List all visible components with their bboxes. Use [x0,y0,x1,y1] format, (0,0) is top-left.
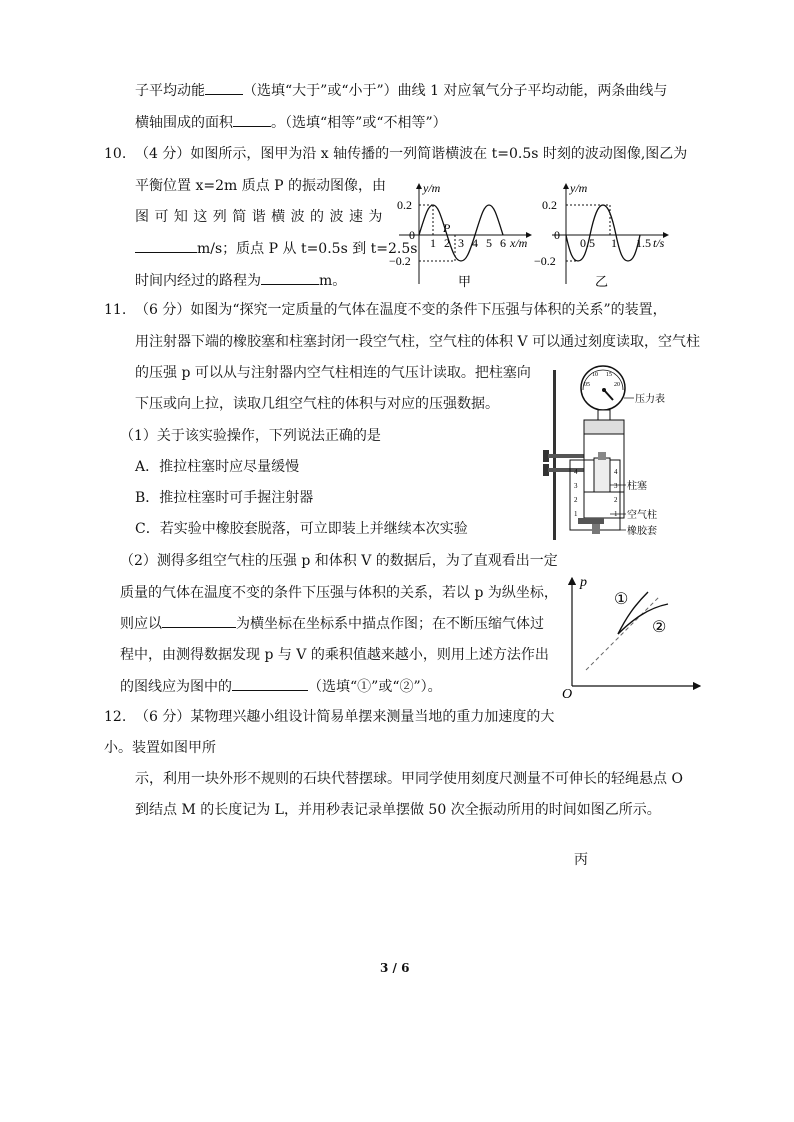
y-tick: −0.2 [534,254,556,268]
vibration-graph-yi [532,178,672,290]
question-text: 用注射器下端的橡胶塞和柱塞封闭一段空气柱，空气柱的体积 V 可以通过刻度读取，空气柱 [135,334,701,350]
answer-blank[interactable] [232,676,308,691]
x-tick: 2 [444,236,450,250]
question-text: （4 分）如图所示，图甲为沿 x 轴传播的一列简谐横波在 t=0.5s 时刻的波动图像,图乙为 [135,146,688,162]
y-axis-label: y/m [423,181,441,195]
scale-label: 1 [614,510,618,518]
rubber-cap-label: 橡胶套 [627,526,657,537]
origin-label: O [562,687,573,702]
caption: 甲 [458,274,472,289]
text: 的图线应为图中的 [120,679,232,695]
answer-blank[interactable] [205,80,243,95]
dial-label: 10 [592,372,598,378]
x-axis-label: x/m [510,236,528,250]
t-tick: 0.5 [580,236,595,250]
t-tick: 1 [611,236,617,250]
plunger-label: 柱塞 [627,481,647,492]
scale-label: 3 [574,482,578,490]
scale-label: 2 [574,496,578,504]
pressure-gauge [581,366,625,410]
figure-caption: 丙 [574,852,588,868]
syringe-apparatus [538,362,708,544]
question-text: 示，利用一块外形不规则的石块代替摆球。甲同学使用刻度尺测量不可伸长的轻绳悬点 O [135,771,683,787]
x-tick: 5 [486,236,492,250]
page-number: 3 / 6 [380,961,410,975]
text: 子平均动能 [135,83,205,99]
air-column-label: 空气柱 [627,510,657,521]
sub-question: （2）测得多组空气柱的压强 p 和体积 V 的数据后，为了直观看出一定 [120,553,558,569]
text: 则应以 [120,616,162,632]
scale-label: 3 [614,482,618,490]
origin-label: 0 [554,228,560,242]
gauge-label: 压力表 [635,394,665,405]
answer-blank[interactable] [233,112,271,127]
question-text: （6 分）某物理兴趣小组设计简易单摆来测量当地的重力加速度的大 [135,709,555,725]
option-c[interactable]: C．若实验中橡胶套脱落，可立即装上并继续本次实验 [135,521,468,537]
y-axis-label: p [580,575,587,590]
text: （选填“大于”或“小于”）曲线 1 对应氧气分子平均动能，两条曲线与 [243,83,668,99]
text: （选填“①”或“②”）。 [308,679,442,695]
sub-question: （1）关于该实验操作，下列说法正确的是 [120,428,381,444]
option-a[interactable]: A．推拉柱塞时应尽量缓慢 [135,459,300,475]
question-number: 10. [104,146,127,162]
p-graph [556,570,706,702]
curve-1-label: ① [614,591,629,608]
wave-graph-jia [385,178,535,290]
x-tick: 3 [458,236,464,250]
scale-label: 4 [614,468,618,476]
scale-label: 4 [574,468,578,476]
curve-2-label: ② [652,619,667,636]
question-text: 到结点 M 的长度记为 L，并用秒表记录单摆做 50 次全振动所用的时间如图乙所示。 [135,802,661,818]
y-tick: −0.2 [389,254,411,268]
t-tick: 1.5 [636,236,651,250]
y-tick: 0.2 [397,198,412,212]
wave-curve [419,205,503,261]
dial-label: 20 [614,382,620,388]
text: 时间内经过的路程为 [135,273,261,289]
point-label: P [443,221,451,235]
origin-label: 0 [409,228,415,242]
x-tick: 1 [430,236,436,250]
vibration-curve [566,205,640,261]
text: 横轴围成的面积 [135,115,233,131]
answer-blank[interactable] [261,270,319,285]
question-number: 12. [104,709,127,725]
dial-label: 05 [584,382,590,388]
text: 。（选填“相等”或“不相等”） [271,115,447,131]
text: m/s；质点 P 从 t=0.5s 到 t=2.5s [197,241,418,257]
answer-blank[interactable] [162,613,236,628]
text: 为横坐标在坐标系中描点作图；在不断压缩气体过 [236,616,544,632]
x-tick: 6 [500,236,506,250]
scale-label: 1 [574,510,578,518]
scale-label: 2 [614,496,618,504]
y-tick: 0.2 [542,198,557,212]
question-text: 的压强 p 可以从与注射器内空气柱相连的气压计读取。把柱塞向 [135,365,531,381]
question-text: 质量的气体在温度不变的条件下压强与体积的关系，若以 p 为纵坐标， [120,585,558,601]
x-tick: 4 [472,236,478,250]
caption: 乙 [595,274,609,289]
option-b[interactable]: B．推拉柱塞时可手握注射器 [135,490,314,506]
dial-label: 15 [606,372,612,378]
answer-blank[interactable] [135,238,197,253]
question-text: （6 分）如图为“探究一定质量的气体在温度不变的条件下压强与体积的关系”的装置， [135,302,667,318]
question-number: 11. [104,302,127,318]
question-text: 程中，由测得数据发现 p 与 V 的乘积值越来越小，则用上述方法作出 [120,647,549,663]
question-text: 小。装置如图甲所 [104,740,216,756]
t-axis-label: t/s [653,236,665,250]
question-text: 下压或向上拉，读取几组空气柱的体积与对应的压强数据。 [135,396,499,412]
y-axis-label: y/m [570,181,588,195]
question-text: 图 可 知 这 列 简 谐 横 波 的 波 速 为 [135,209,383,225]
text: m。 [319,273,347,289]
question-text: 平衡位置 x=2m 质点 P 的振动图像，由 [135,178,387,194]
